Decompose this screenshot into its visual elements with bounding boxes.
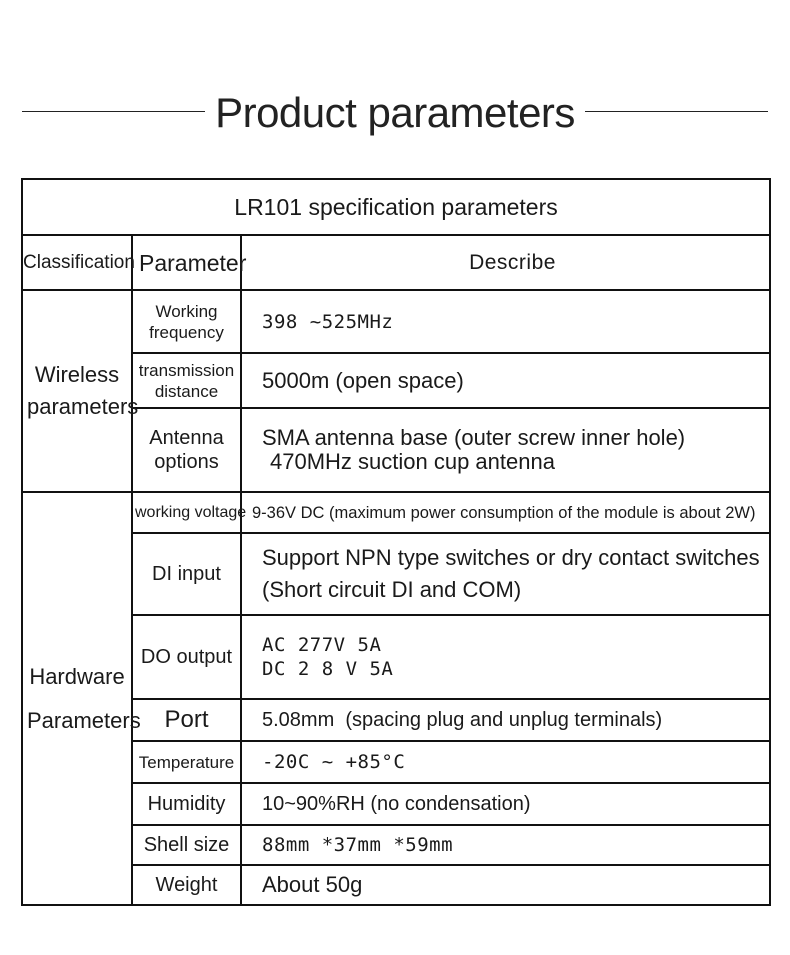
- param-do-output: DO output: [132, 615, 241, 699]
- table-row: [22, 533, 770, 615]
- table-row: [22, 492, 770, 533]
- table-header-row: [22, 235, 770, 290]
- table-row: [22, 290, 770, 353]
- page-title: Product parameters: [215, 89, 575, 136]
- table-row: [22, 865, 770, 905]
- table-row: [22, 741, 770, 783]
- group-label: Wireless: [34, 362, 120, 387]
- desc-antenna-options: SMA antenna base (outer screw inner hole) 470MHz suction cup antenna: [241, 408, 770, 492]
- desc-transmission-distance: 5000m (open space): [241, 353, 770, 408]
- table-row: [22, 825, 770, 865]
- param-transmission-distance: transmission distance: [132, 353, 241, 408]
- param-humidity: Humidity: [132, 783, 241, 825]
- header-describe: Describe: [241, 235, 770, 290]
- desc-working-voltage: 9-36V DC (maximum power consumption of the module is about 2W): [241, 492, 770, 533]
- table-caption: LR101 specification parameters: [22, 179, 770, 235]
- param-port: Port: [132, 699, 241, 741]
- desc-do-output: AC 277V 5A DC 2 8 V 5A: [241, 615, 770, 699]
- desc-port: 5.08mm (spacing plug and unplug terminals): [241, 699, 770, 741]
- desc-working-frequency: 398 ~525MHz: [241, 290, 770, 353]
- page-heading: [0, 88, 790, 138]
- table-caption-row: [22, 179, 770, 235]
- specification-table: [21, 178, 771, 906]
- header-classification: Classification: [22, 235, 132, 290]
- header-parameter: Parameter: [132, 235, 241, 290]
- param-shell-size: Shell size: [132, 825, 241, 865]
- group-label: Parameters: [27, 707, 141, 733]
- desc-weight: About 50g: [241, 865, 770, 905]
- group-wireless-parameters: [22, 290, 139, 492]
- table-row: [22, 615, 770, 699]
- desc-shell-size: 88mm *37mm *59mm: [241, 825, 770, 865]
- table-row: [22, 408, 770, 492]
- param-temperature: Temperature: [132, 741, 241, 783]
- group-label: Hardware: [29, 663, 125, 689]
- param-antenna-options: Antenna options: [132, 408, 241, 492]
- param-weight: Weight: [132, 865, 241, 905]
- param-working-voltage: working voltage: [132, 492, 241, 533]
- desc-humidity: 10~90%RH (no condensation): [241, 783, 770, 825]
- heading-rule-right: [585, 111, 768, 112]
- desc-di-input: Support NPN type switches or dry contact switches (Short circuit DI and COM): [241, 533, 770, 615]
- table-row: [22, 783, 770, 825]
- desc-temperature: -20C ~ +85°C: [241, 741, 770, 783]
- group-hardware-parameters: [22, 492, 141, 905]
- group-label: parameters: [27, 394, 139, 419]
- param-di-input: DI input: [132, 533, 241, 615]
- param-working-frequency: Working frequency: [132, 290, 241, 353]
